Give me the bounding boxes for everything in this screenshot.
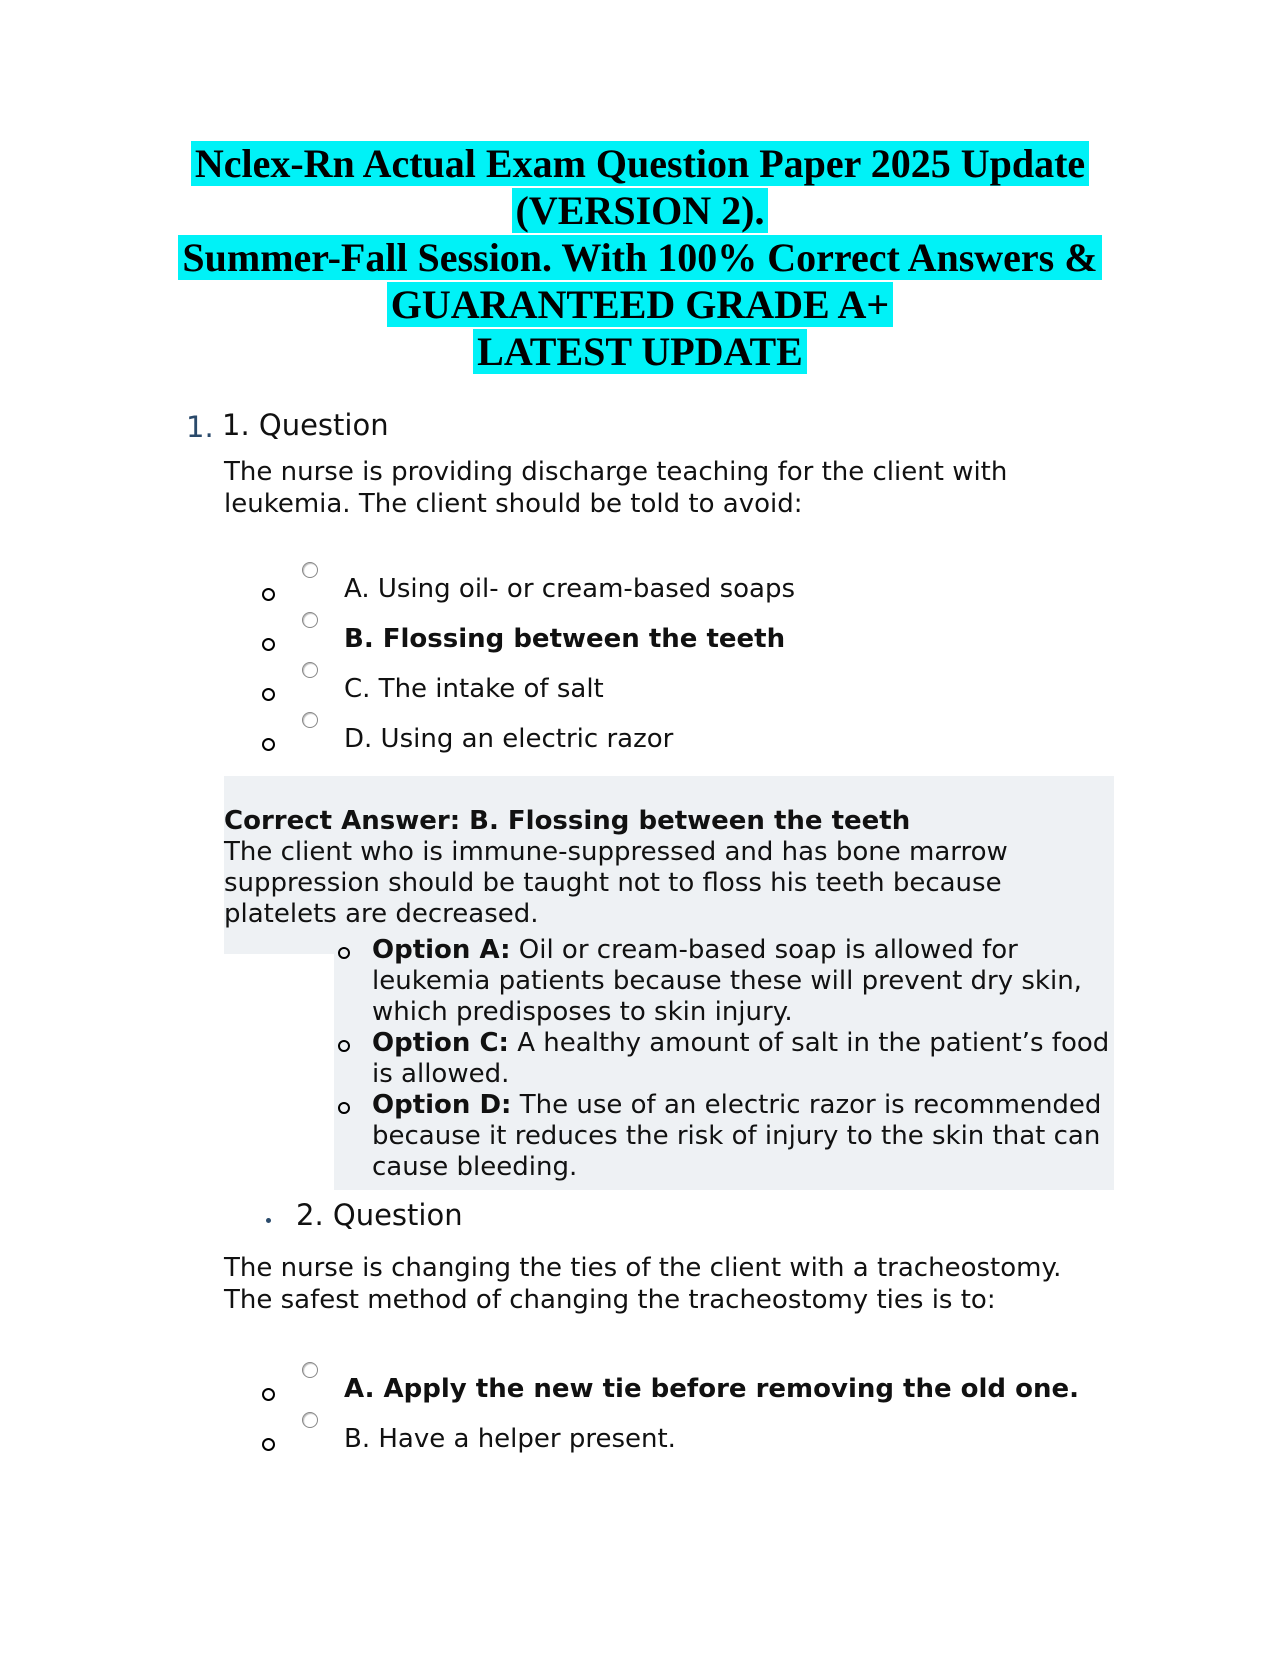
question-1-option-b[interactable]	[0, 616, 1280, 666]
explanation-option-label: Option A:	[372, 935, 511, 965]
question-1-option-a[interactable]	[0, 566, 1280, 616]
question-1-list-number: 1.	[186, 410, 214, 444]
question-2-title: 2. Question	[296, 1198, 463, 1232]
question-2-option-a[interactable]	[0, 1366, 1280, 1416]
title-line-5: LATEST UPDATE	[473, 329, 807, 374]
explanation-option-label: Option C:	[372, 1028, 509, 1058]
title-line-3: Summer-Fall Session. With 100% Correct Answers &	[178, 235, 1101, 280]
answer-rationale: The client who is immune-suppressed and has bone marrow suppression should be taught not to floss his teeth because platelets are decreased.	[224, 837, 1008, 929]
list-bullet-icon	[262, 738, 275, 751]
list-bullet-icon	[262, 1438, 275, 1451]
answer-section	[224, 806, 1104, 930]
explanation-list	[334, 935, 1114, 1183]
list-bullet-icon	[338, 1102, 350, 1114]
explanation-text: Oil or cream-based soap is allowed for leukemia patients because these will prevent dry skin, which predisposes to skin injury.	[372, 935, 1082, 1027]
question-2-option-b[interactable]	[0, 1416, 1280, 1466]
radio-button[interactable]	[302, 562, 318, 578]
option-label: C. The intake of salt	[344, 674, 604, 704]
document-title	[0, 140, 1280, 375]
radio-button[interactable]	[302, 712, 318, 728]
option-label: D. Using an electric razor	[344, 724, 674, 754]
question-1-title: 1. Question	[222, 408, 389, 442]
question-1-text: The nurse is providing discharge teaching for the client with leukemia. The client should be told to avoid:	[224, 457, 1008, 519]
radio-button[interactable]	[302, 1412, 318, 1428]
title-line-1: Nclex-Rn Actual Exam Question Paper 2025 Update	[191, 141, 1089, 186]
list-bullet-icon	[266, 1218, 271, 1223]
radio-button[interactable]	[302, 612, 318, 628]
list-bullet-icon	[262, 688, 275, 701]
question-2-text: The nurse is changing the ties of the client with a tracheostomy. The safest method of changing the tracheostomy ties is to:	[224, 1253, 1062, 1315]
explanation-option-a	[334, 935, 1114, 1028]
question-1-option-d[interactable]	[0, 716, 1280, 766]
list-bullet-icon	[262, 638, 275, 651]
list-bullet-icon	[262, 1388, 275, 1401]
list-bullet-icon	[262, 588, 275, 601]
explanation-option-c	[334, 1028, 1114, 1090]
option-label: B. Flossing between the teeth	[344, 624, 786, 654]
list-bullet-icon	[338, 947, 350, 959]
option-label: A. Apply the new tie before removing the old one.	[344, 1374, 1079, 1404]
title-line-4: GUARANTEED GRADE A+	[387, 282, 893, 327]
list-bullet-icon	[338, 1040, 350, 1052]
explanation-text: The use of an electric razor is recommended because it reduces the risk of injury to the skin that can cause bleeding.	[372, 1090, 1102, 1182]
question-1-option-c[interactable]	[0, 666, 1280, 716]
option-label: B. Have a helper present.	[344, 1424, 676, 1454]
title-line-2: (VERSION 2).	[512, 188, 769, 233]
option-label: A. Using oil- or cream-based soaps	[344, 574, 796, 604]
correct-answer-heading: Correct Answer: B. Flossing between the teeth	[224, 806, 911, 836]
explanation-option-label: Option D:	[372, 1090, 512, 1120]
explanation-option-d	[334, 1090, 1114, 1183]
radio-button[interactable]	[302, 662, 318, 678]
explanation-text: A healthy amount of salt in the patient’s food is allowed.	[372, 1028, 1110, 1089]
radio-button[interactable]	[302, 1362, 318, 1378]
